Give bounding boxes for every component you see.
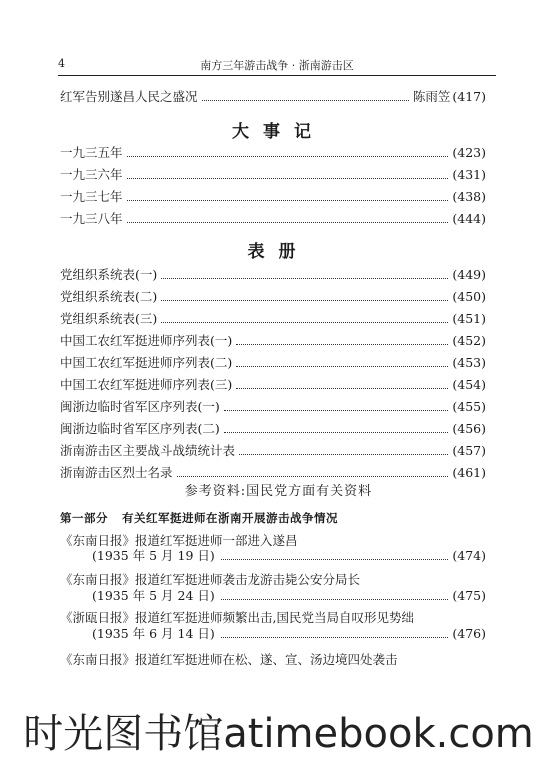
reference-item-date-row	[92, 546, 486, 566]
page-number: 4	[58, 57, 65, 70]
toc-entry-title: 中国工农红军挺进师序列表(一)	[60, 333, 233, 348]
dot-leader	[224, 432, 449, 433]
toc-entry	[60, 441, 486, 461]
dot-leader	[127, 222, 449, 223]
toc-entry-title: 红军告别遂昌人民之盛况	[60, 89, 198, 104]
toc-entry-page: (438)	[452, 189, 486, 204]
dot-leader	[236, 366, 448, 367]
toc-entry-page: (461)	[452, 465, 486, 480]
toc-entry-page: (451)	[452, 311, 486, 326]
dot-leader	[221, 559, 449, 560]
section-title-reference: 参考资料:国民党方面有关资料	[184, 484, 373, 499]
toc-entry-page: (454)	[452, 377, 486, 392]
toc-entry-title: 一九三七年	[60, 189, 123, 204]
toc-entry-author: 陈雨笠	[412, 89, 451, 104]
reference-item-date-row	[92, 624, 486, 644]
toc-entry-page: (452)	[452, 333, 486, 348]
dot-leader	[224, 410, 449, 411]
dot-leader	[161, 278, 448, 279]
toc-entry	[60, 287, 486, 307]
dot-leader	[161, 300, 448, 301]
dot-leader	[239, 454, 448, 455]
reference-item-date-row	[92, 586, 486, 606]
reference-item-title: 《东南日报》报道红军挺进师一部进入遂昌	[60, 533, 298, 548]
reference-item-title: 《东南日报》报道红军挺进师在松、遂、宣、汤边境四处袭击	[60, 652, 398, 667]
toc-entry-page: (456)	[452, 421, 486, 436]
toc-entry-page: (450)	[452, 289, 486, 304]
toc-entry	[60, 419, 486, 439]
toc-entry-page: (423)	[452, 145, 486, 160]
toc-entry	[60, 353, 486, 373]
dot-leader	[236, 388, 448, 389]
reference-item-title: 《浙瓯日报》报道红军挺进师频繁出击,国民党当局自叹形见势绌	[60, 610, 414, 625]
part-title: 有关红军挺进师在浙南开展游击战争情况	[122, 511, 338, 525]
toc-entry-page: (455)	[452, 399, 486, 414]
dot-leader	[127, 156, 449, 157]
toc-entry-title: 党组织系统表(一)	[60, 267, 158, 282]
toc-entry	[60, 143, 486, 163]
toc-entry-page: (457)	[452, 443, 486, 458]
toc-entry	[60, 187, 486, 207]
toc-entry-title: 中国工农红军挺进师序列表(三)	[60, 377, 233, 392]
section-title-tables: 表册	[247, 242, 310, 262]
dot-leader	[236, 344, 448, 345]
toc-entry	[60, 265, 486, 285]
dot-leader	[161, 322, 448, 323]
dot-leader	[221, 637, 449, 638]
toc-entry-page: (431)	[452, 167, 486, 182]
section-title-chronicle: 大事记	[232, 122, 325, 142]
reference-item-date: (1935 年 5 月 19 日)	[92, 548, 215, 563]
toc-entry-title: 一九三六年	[60, 167, 123, 182]
toc-entry-title: 浙南游击区烈士名录	[60, 465, 173, 480]
toc-entry-title: 一九三八年	[60, 211, 123, 226]
reference-item-page: (476)	[452, 626, 486, 641]
watermark-text: 时光图书馆atimebook.com	[23, 710, 534, 757]
reference-item-date: (1935 年 6 月 14 日)	[92, 626, 215, 641]
toc-entry-title: 党组织系统表(二)	[60, 289, 158, 304]
reference-item-date: (1935 年 5 月 24 日)	[92, 588, 215, 603]
toc-entry-title: 闽浙边临时省军区序列表(一)	[60, 399, 220, 414]
toc-entry-title: 一九三五年	[60, 145, 123, 160]
toc-entry	[60, 397, 486, 417]
toc-entry	[60, 331, 486, 351]
running-title: 南方三年游击战争 · 浙南游击区	[200, 59, 354, 72]
toc-entry	[60, 87, 486, 107]
toc-entry-title: 中国工农红军挺进师序列表(二)	[60, 355, 233, 370]
page-header	[58, 57, 496, 76]
dot-leader	[177, 476, 449, 477]
toc-entry-page: (417)	[452, 89, 486, 104]
toc-entry-title: 闽浙边临时省军区序列表(二)	[60, 421, 220, 436]
toc-entry	[60, 375, 486, 395]
toc-entry-page: (449)	[452, 267, 486, 282]
reference-item-title: 《东南日报》报道红军挺进师袭击龙游击毙公安分局长	[60, 572, 361, 587]
toc-entry	[60, 165, 486, 185]
toc-entry	[60, 209, 486, 229]
reference-item-page: (475)	[452, 588, 486, 603]
toc-entry-title: 党组织系统表(三)	[60, 311, 158, 326]
reference-item-page: (474)	[452, 548, 486, 563]
toc-entry-page: (444)	[452, 211, 486, 226]
toc-entry-title: 浙南游击区主要战斗战绩统计表	[60, 443, 236, 458]
dot-leader	[202, 100, 409, 101]
toc-entry-page: (453)	[452, 355, 486, 370]
dot-leader	[127, 200, 449, 201]
toc-entry	[60, 309, 486, 329]
part-heading	[60, 510, 338, 526]
dot-leader	[127, 178, 449, 179]
part-label: 第一部分	[60, 511, 108, 525]
dot-leader	[221, 599, 449, 600]
